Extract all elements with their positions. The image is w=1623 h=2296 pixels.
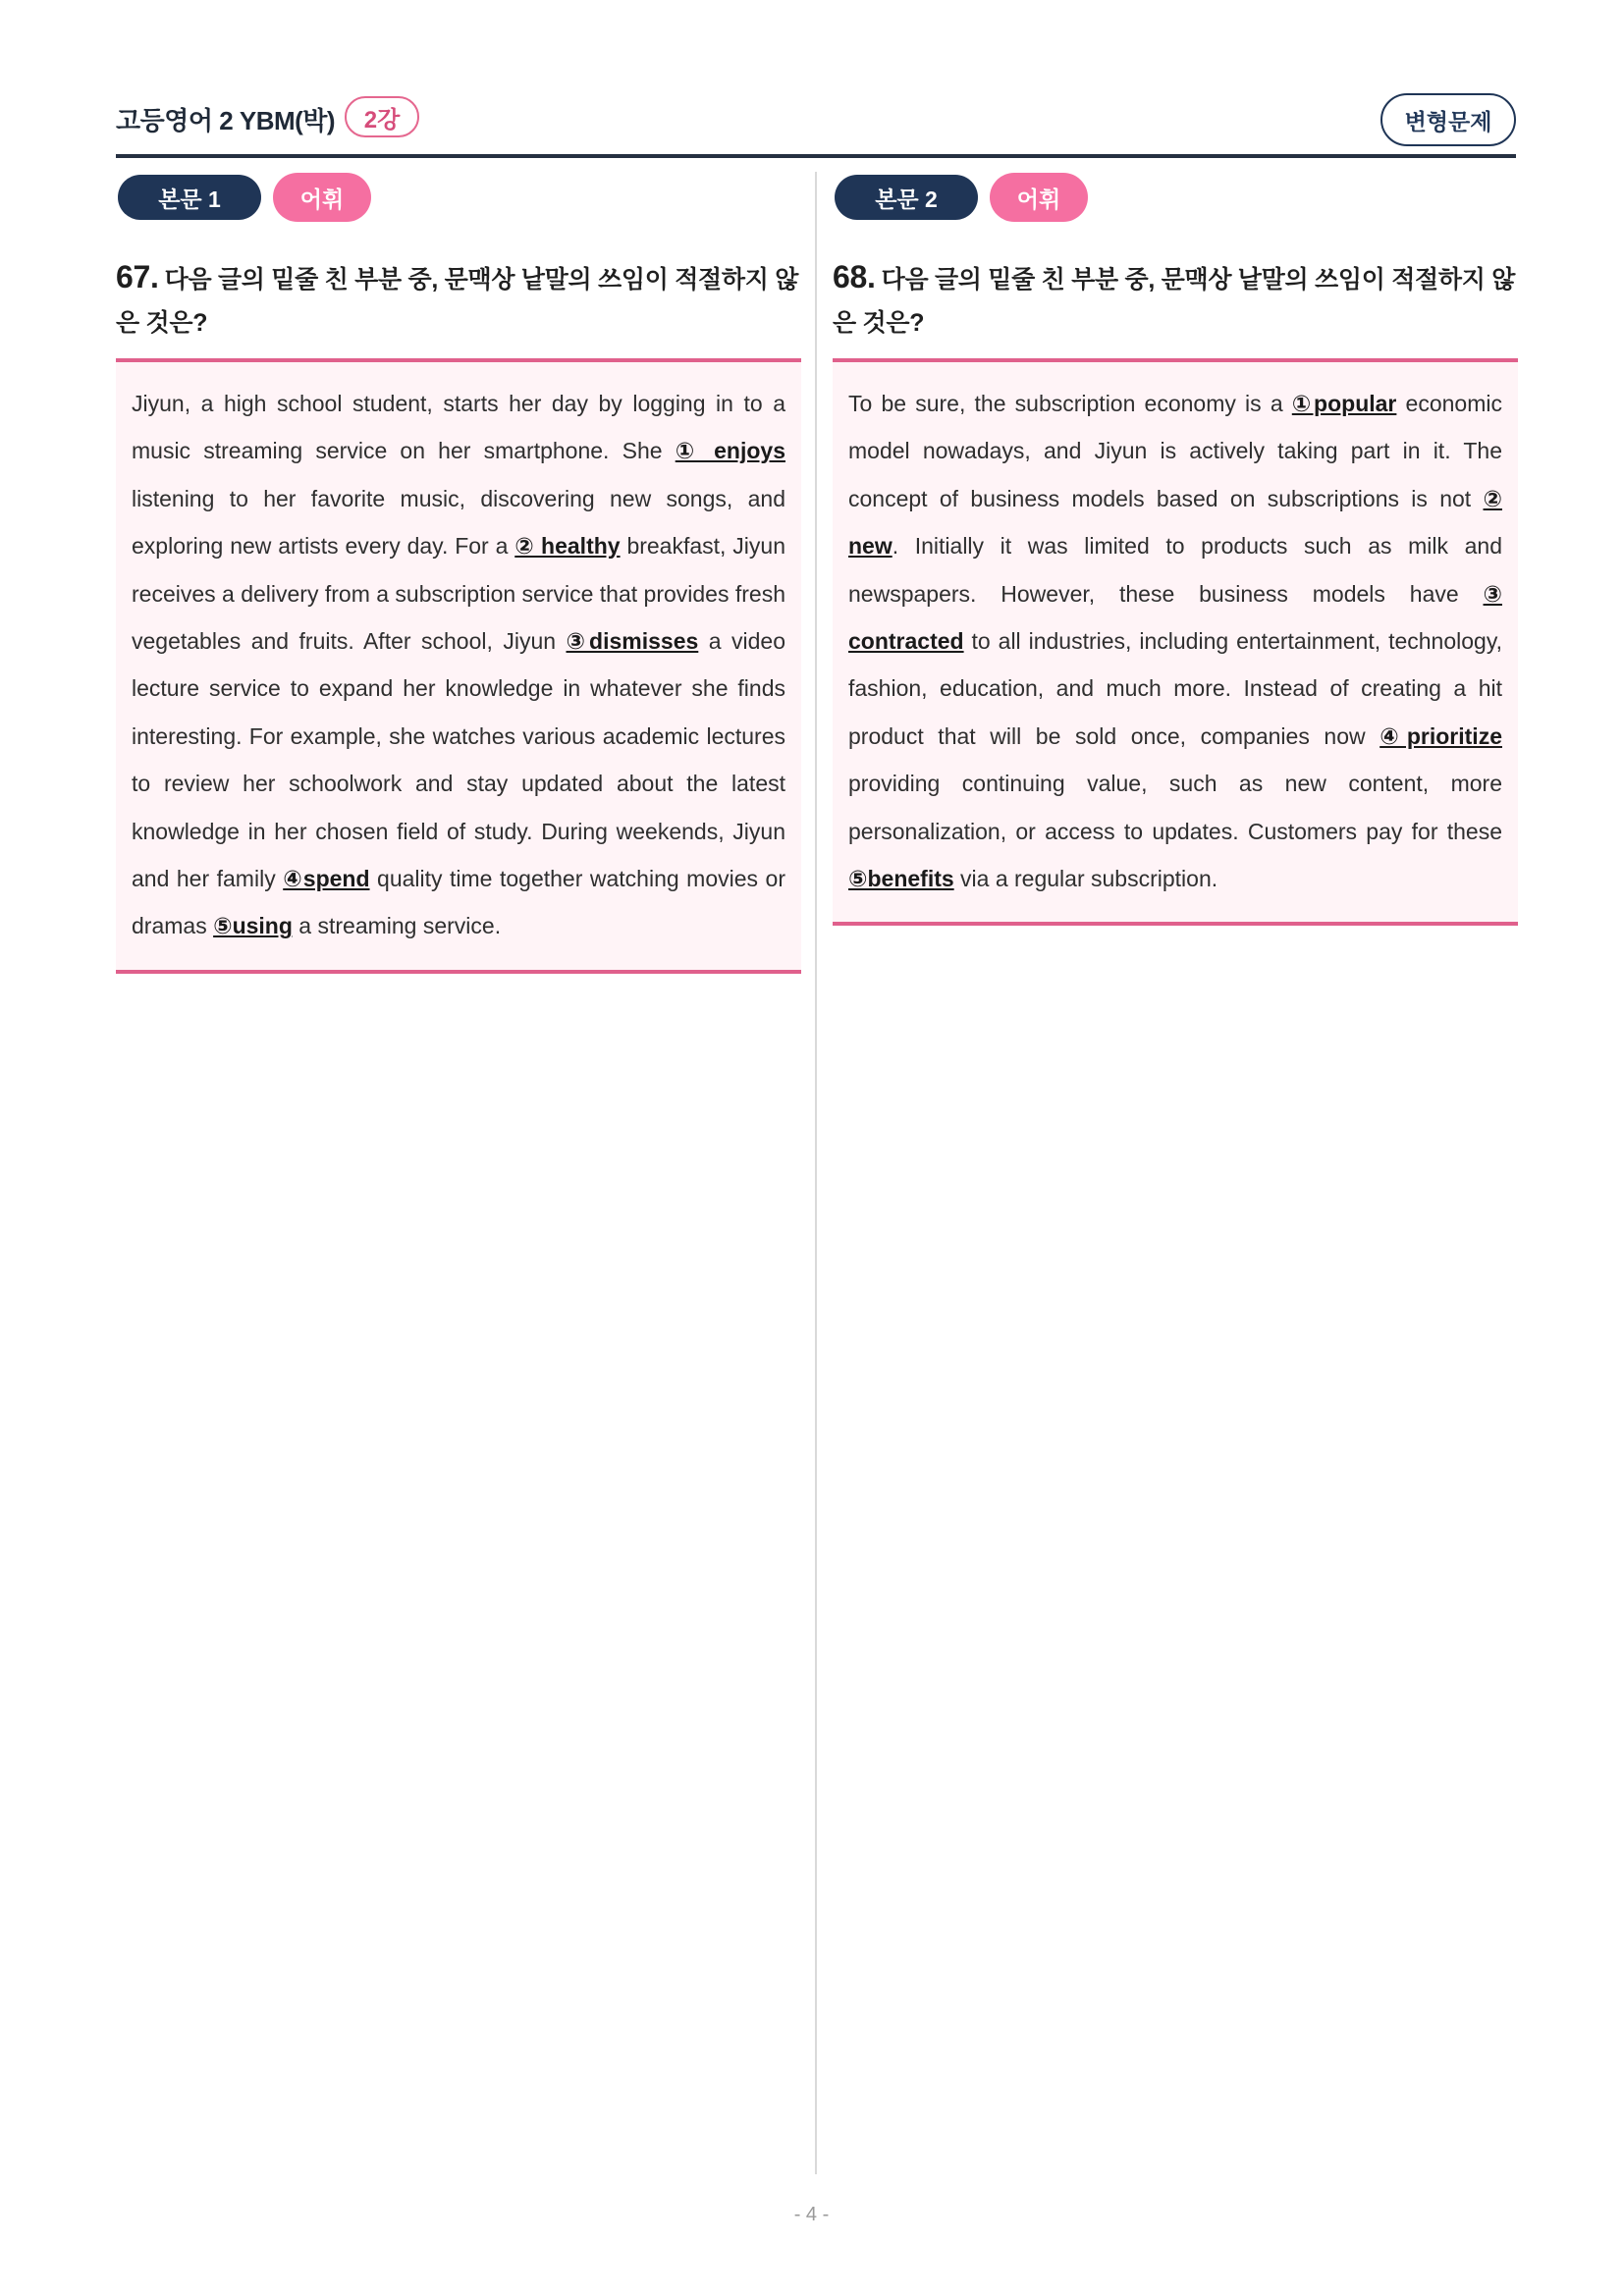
header-divider xyxy=(116,154,1516,158)
lesson-badge: 2강 xyxy=(345,96,419,137)
underlined-choice: ② healthy xyxy=(514,533,621,560)
column-divider xyxy=(815,172,817,2174)
question-number: 67. xyxy=(116,259,159,294)
passage-box: To be sure, the subscription economy is a ①popular economic model nowadays, and Jiyun is actively taking part in it. The concept of business models based on subscriptions is not ② new. Initially it was limited to products such as milk and newspapers. However, these business models have ③ contracted to all industries, including entertainment, technology, fashion, education, and much more. Instead of creating a hit product that will be sold once, companies now ④prioritize providing continuing value, such as new content, more personalization, or access to updates. Customers pay for these ⑤benefits via a regular subscription. xyxy=(833,358,1518,926)
right-column xyxy=(833,173,1518,926)
vocab-tag: 어휘 xyxy=(990,173,1088,222)
underlined-choice: ⑤benefits xyxy=(848,866,954,892)
underlined-choice: ③ contracted xyxy=(848,580,1502,655)
page-number: - 4 - xyxy=(793,2204,830,2225)
question-text: 다음 글의 밑줄 친 부분 중, 문맥상 낱말의 쓰임이 적절하지 않은 것은? xyxy=(116,266,799,337)
question-number: 68. xyxy=(833,259,876,294)
question-type-badge: 변형문제 xyxy=(1380,93,1516,146)
left-tags xyxy=(116,173,801,220)
underlined-choice: ① enjoys xyxy=(675,438,785,464)
right-tags xyxy=(833,173,1518,220)
vocab-tag: 어휘 xyxy=(273,173,371,222)
passage-box: Jiyun, a high school student, starts her day by logging in to a music streaming service on her smartphone. She ① enjoys listening to her favorite music, discovering new songs, and exploring new artists every day. For a ② healthy breakfast, Jiyun receives a delivery from a subscription service that provides fresh vegetables and fruits. After school, Jiyun ③dismisses a video lecture service to expand her knowledge in whatever she finds interesting. For example, she watches various academic lectures to review her schoolwork and stay updated about the latest knowledge in her chosen field of study. During weekends, Jiyun and her family ④spend quality time together watching movies or dramas ⑤using a streaming service. xyxy=(116,358,801,974)
question-text: 다음 글의 밑줄 친 부분 중, 문맥상 낱말의 쓰임이 적절하지 않은 것은? xyxy=(833,266,1516,337)
underlined-choice: ④spend xyxy=(283,866,370,892)
underlined-choice: ③dismisses xyxy=(566,628,699,655)
underlined-choice: ①popular xyxy=(1291,391,1397,416)
page-header xyxy=(116,93,1516,152)
underlined-choice: ② new xyxy=(848,485,1502,560)
underlined-choice: ④prioritize xyxy=(1380,722,1502,749)
left-column xyxy=(116,173,801,974)
question-68 xyxy=(833,255,1518,345)
page-title: 고등영어 2 YBM(박) xyxy=(116,106,336,135)
question-67 xyxy=(116,255,801,345)
passage-tag: 본문 2 xyxy=(835,175,978,220)
passage-tag: 본문 1 xyxy=(118,175,261,220)
underlined-choice: ⑤using xyxy=(213,913,293,939)
